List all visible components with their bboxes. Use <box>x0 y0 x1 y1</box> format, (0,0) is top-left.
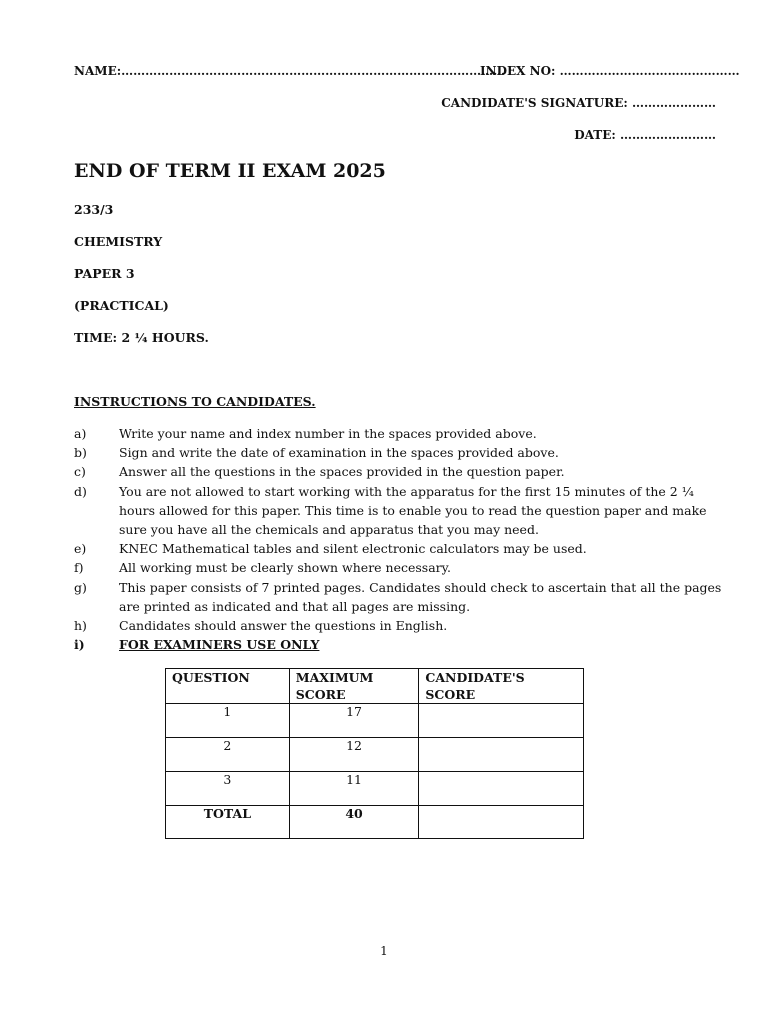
instruction-label: i) <box>74 637 85 653</box>
instruction-label: f) <box>74 560 84 576</box>
instruction-label: d) <box>74 483 87 499</box>
instruction-label: c) <box>74 464 86 480</box>
paper-number: PAPER 3 <box>74 266 135 281</box>
candidate-score-cell[interactable] <box>419 704 584 738</box>
paper-code: 233/3 <box>74 202 114 217</box>
instruction-label: h) <box>74 618 87 634</box>
header-candidate-score: CANDIDATE'S SCORE <box>419 669 584 704</box>
header-maximum-score: MAXIMUM SCORE <box>289 669 419 704</box>
instruction-item <box>74 482 724 540</box>
question-number: 3 <box>166 772 290 806</box>
instruction-item <box>74 462 724 481</box>
instruction-label: e) <box>74 541 87 557</box>
question-number: 1 <box>166 704 290 738</box>
date-field[interactable]: DATE: …………………… <box>574 128 716 142</box>
total-maximum-score: 40 <box>289 806 419 839</box>
page-number: 1 <box>380 944 388 958</box>
instructions-list <box>74 424 724 654</box>
instruction-text: Candidates should answer the questions in English. <box>119 618 448 634</box>
table-total-row <box>166 806 584 839</box>
index-number-field[interactable]: INDEX NO: ……………………………………… <box>480 64 740 78</box>
candidate-score-cell[interactable] <box>419 772 584 806</box>
exam-time: TIME: 2 ¼ HOURS. <box>74 330 209 345</box>
question-number: 2 <box>166 738 290 772</box>
header-question: QUESTION <box>166 669 290 704</box>
instruction-label: b) <box>74 445 87 461</box>
instructions-heading: INSTRUCTIONS TO CANDIDATES. <box>74 394 316 409</box>
instruction-text: You are not allowed to start working with the apparatus for the first 15 minutes of the 2 ¼ hours allowed for this paper. This time is to enable you to read the question paper and make sure you have all the chemicals and apparatus that you may need. <box>119 483 707 538</box>
exam-title: END OF TERM II EXAM 2025 <box>74 160 386 182</box>
instruction-item <box>74 616 724 635</box>
examiners-score-table <box>165 668 584 839</box>
instruction-item <box>74 558 724 577</box>
instruction-text: Write your name and index number in the spaces provided above. <box>119 426 537 441</box>
maximum-score: 17 <box>289 704 419 738</box>
total-candidate-score-cell[interactable] <box>419 806 584 839</box>
instruction-item <box>74 443 724 462</box>
instruction-text: Sign and write the date of examination in the spaces provided above. <box>119 445 559 461</box>
maximum-score: 12 <box>289 738 419 772</box>
table-row <box>166 738 584 772</box>
signature-field[interactable]: CANDIDATE'S SIGNATURE: ………………… <box>441 96 716 110</box>
instruction-item <box>74 539 724 558</box>
instruction-text: KNEC Mathematical tables and silent electronic calculators may be used. <box>119 541 587 557</box>
name-field[interactable]: NAME:…………………………………………………………………………………… <box>74 64 506 78</box>
total-label: TOTAL <box>166 806 290 839</box>
instruction-label: g) <box>74 579 87 595</box>
instruction-text: Answer all the questions in the spaces provided in the question paper. <box>119 464 565 480</box>
table-row <box>166 704 584 738</box>
instruction-item <box>74 578 724 616</box>
table-header-row <box>166 669 584 704</box>
instruction-text: This paper consists of 7 printed pages. Candidates should check to ascertain that all the pages are printed as indicated and that all pages are missing. <box>119 579 722 614</box>
table-row <box>166 772 584 806</box>
maximum-score: 11 <box>289 772 419 806</box>
instruction-item <box>74 424 724 443</box>
instruction-item <box>74 635 724 654</box>
examiners-use-heading: FOR EXAMINERS USE ONLY <box>119 637 320 653</box>
instruction-label: a) <box>74 426 87 441</box>
subject: CHEMISTRY <box>74 234 163 249</box>
candidate-score-cell[interactable] <box>419 738 584 772</box>
instruction-text: All working must be clearly shown where necessary. <box>119 560 452 576</box>
paper-type: (PRACTICAL) <box>74 298 169 313</box>
